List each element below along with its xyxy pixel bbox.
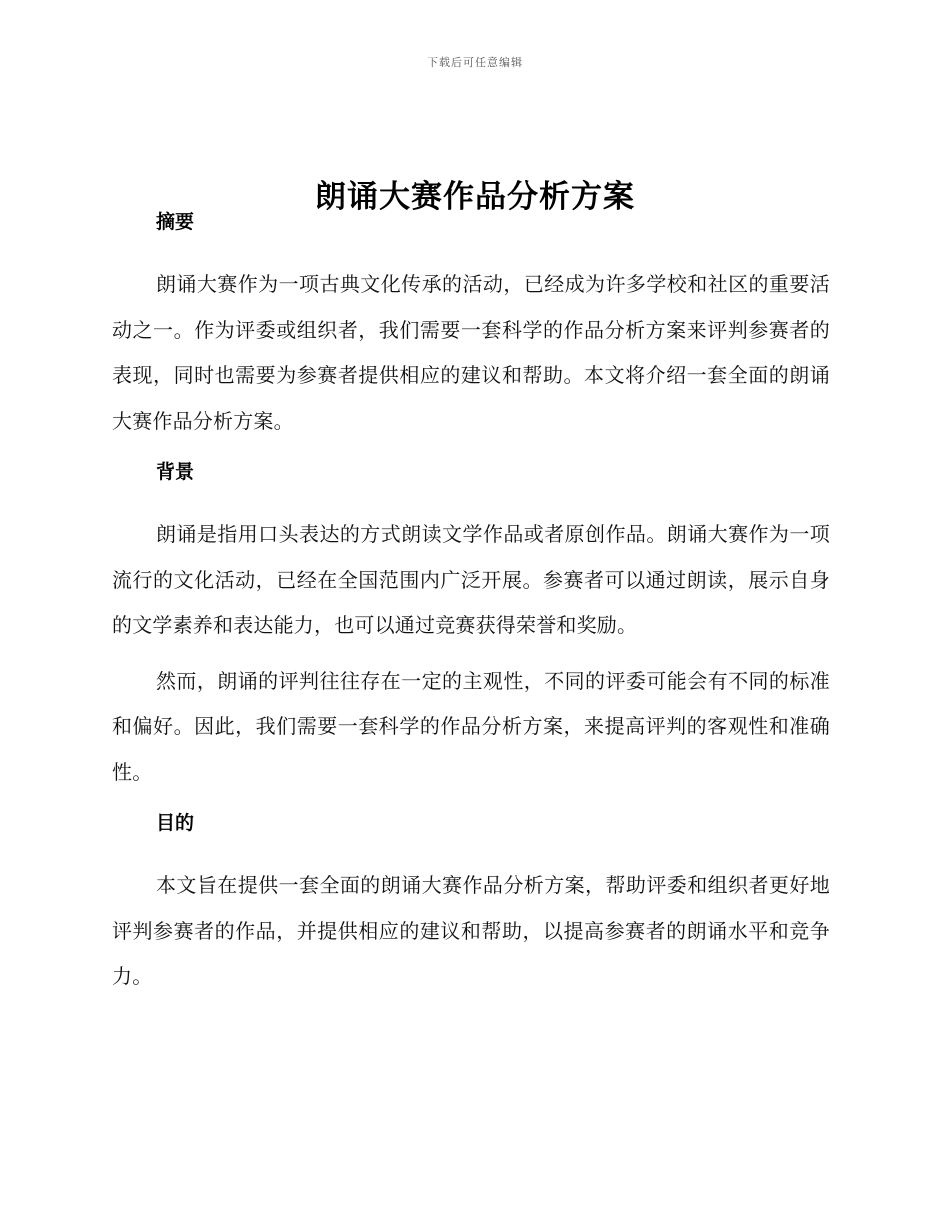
- section-background: [112, 456, 830, 795]
- section-heading: 背景: [156, 461, 195, 483]
- paragraph: 朗诵是指用口头表达的方式朗读文学作品或者原创作品。朗诵大赛作为一项流行的文化活动，已经在全国范围内广泛开展。参赛者可以通过朗读，展示自身的文学素养和表达能力，也可以通过竞赛获得荣誉和奖励。: [112, 522, 830, 637]
- paragraph: 然而，朗诵的评判往往存在一定的主观性，不同的评委可能会有不同的标准和偏好。因此，我们需要一套科学的作品分析方案，来提高评判的客观性和准确性。: [112, 668, 830, 784]
- section-purpose: [112, 807, 830, 1000]
- section-abstract: [112, 206, 830, 444]
- paragraph: 本文旨在提供一套全面的朗诵大赛作品分析方案，帮助评委和组织者更好地评判参赛者的作品，并提供相应的建议和帮助，以提高参赛者的朗诵水平和竞争力。: [112, 873, 830, 988]
- section-heading: 摘要: [156, 211, 195, 233]
- document-title: 朗诵大赛作品分析方案: [315, 178, 635, 215]
- header-note: 下载后可任意编辑: [427, 56, 523, 69]
- section-heading: 目的: [156, 812, 195, 834]
- document-body: [112, 206, 830, 1000]
- paragraph: 朗诵大赛作为一项古典文化传承的活动，已经成为许多学校和社区的重要活动之一。作为评委或组织者，我们需要一套科学的作品分析方案来评判参赛者的表现，同时也需要为参赛者提供相应的建议和帮助。本文将介绍一套全面的朗诵大赛作品分析方案。: [112, 272, 830, 433]
